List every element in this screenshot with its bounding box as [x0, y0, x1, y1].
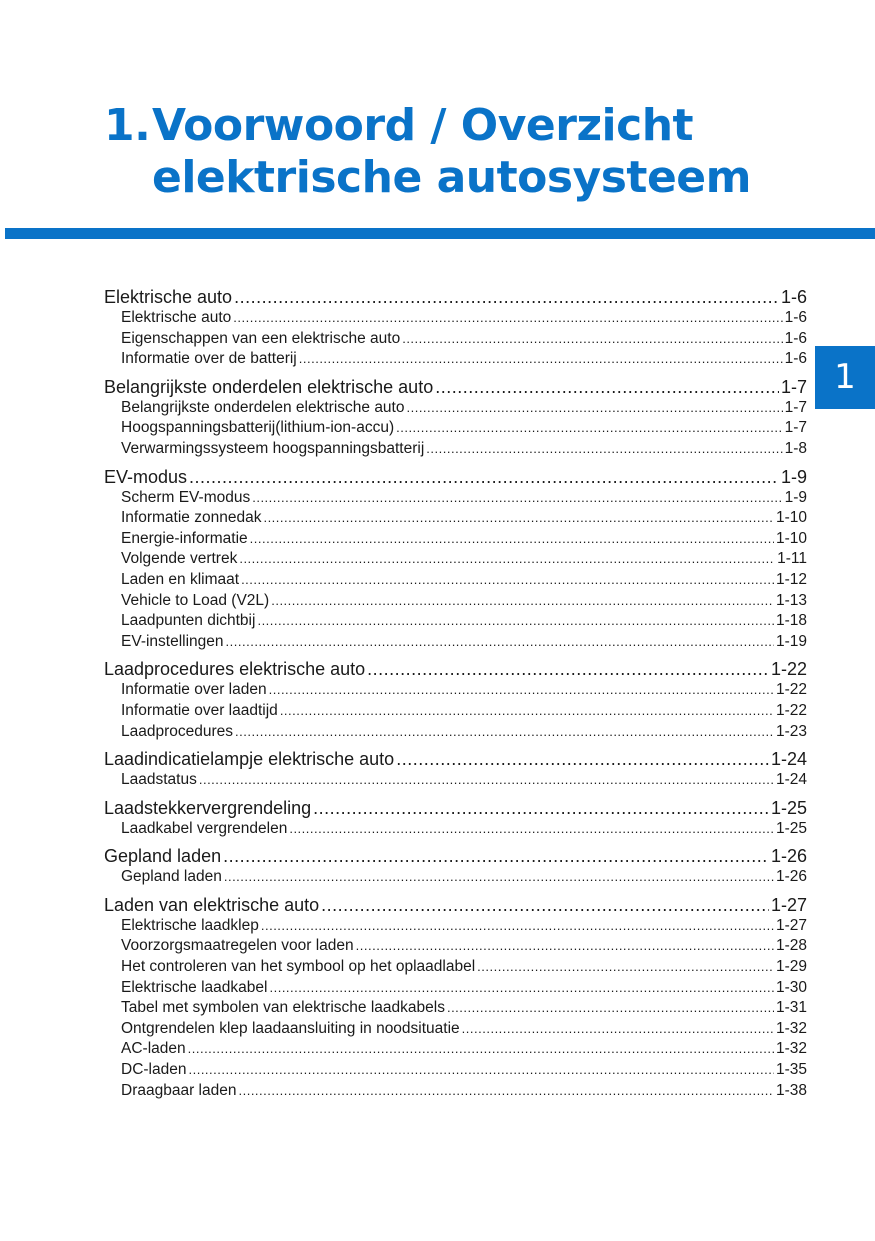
dot-leader [269, 680, 774, 701]
toc-subentry-page: 1-35 [775, 1061, 807, 1079]
toc-subentry[interactable] [104, 978, 807, 999]
toc-subentry-page: 1-6 [784, 309, 807, 326]
toc-entry[interactable] [104, 748, 807, 770]
toc-subentry-page: 1-10 [775, 509, 807, 527]
dot-leader [396, 418, 782, 439]
toc-subentry-title: Informatie over de batterij [121, 350, 297, 368]
dot-leader [367, 658, 769, 680]
dot-leader [402, 329, 782, 350]
toc-subentry-page: 1-32 [775, 1040, 807, 1058]
toc-subentry-title: EV-instellingen [121, 632, 224, 650]
dot-leader [426, 439, 782, 460]
toc-subentry-title: Laadprocedures [121, 722, 234, 740]
dot-leader [250, 529, 774, 550]
dot-leader [188, 1060, 773, 1081]
toc-section [104, 797, 807, 840]
toc-subentry-page: 1-31 [775, 999, 807, 1017]
dot-leader [224, 867, 774, 888]
dot-leader [462, 1019, 774, 1040]
toc-subentry-title: Volgende vertrek [121, 550, 238, 568]
dot-leader [321, 894, 769, 916]
toc-subentry[interactable] [104, 722, 807, 743]
toc-subentry-page: 1-25 [775, 819, 807, 837]
toc-entry-title: Gepland laden [104, 846, 222, 867]
toc-subentry-title: Elektrische auto [121, 309, 232, 326]
toc-subentry-page: 1-7 [784, 419, 807, 437]
dot-leader [199, 770, 774, 791]
toc-subentry-page: 1-26 [775, 868, 807, 886]
toc-subentry-page: 1-18 [775, 612, 807, 630]
toc-entry[interactable] [104, 286, 807, 308]
dot-leader [239, 549, 775, 570]
toc-subentry[interactable] [104, 418, 807, 439]
dot-leader [257, 611, 774, 632]
dot-leader [477, 957, 774, 978]
toc-subentry-title: Laadkabel vergrendelen [121, 819, 288, 837]
toc-subentry[interactable] [104, 611, 807, 632]
toc-subentry-page: 1-22 [775, 681, 807, 699]
title-divider [5, 228, 875, 239]
toc-subentry-page: 1-38 [775, 1081, 807, 1099]
toc-section [104, 466, 807, 653]
toc-subentry-page: 1-24 [775, 771, 807, 789]
toc-entry-page: 1-27 [770, 894, 807, 915]
toc-subentry-title: Laden en klimaat [121, 570, 240, 588]
toc-subentry[interactable] [104, 1060, 807, 1081]
toc-subentry[interactable] [104, 936, 807, 957]
toc-subentry[interactable] [104, 680, 807, 701]
toc-entry-page: 1-26 [770, 846, 807, 867]
toc-entry-page: 1-6 [780, 287, 807, 307]
dot-leader [188, 1039, 774, 1060]
dot-leader [234, 286, 779, 308]
toc-subentry-title: DC-laden [121, 1061, 187, 1079]
toc-subentry-title: Gepland laden [121, 868, 222, 886]
toc-entry-title: Belangrijkste onderdelen elektrische auto [104, 376, 434, 397]
toc-entry[interactable] [104, 894, 807, 916]
toc-section [104, 376, 807, 460]
toc-subentry[interactable] [104, 867, 807, 888]
toc-subentry[interactable] [104, 508, 807, 529]
toc-subentry[interactable] [104, 570, 807, 591]
toc-subentry-title: Ontgrendelen klep laadaansluiting in noodsituatie [121, 1019, 460, 1037]
chapter-title-text-2: elektrische autosysteem [152, 152, 751, 203]
chapter-tab[interactable]: 1 [815, 346, 875, 409]
dot-leader [263, 508, 774, 529]
toc-subentry-title: Laadpunten dichtbij [121, 612, 256, 630]
dot-leader [233, 308, 782, 329]
toc-subentry[interactable] [104, 529, 807, 550]
toc-entry-title: EV-modus [104, 466, 188, 487]
toc-section [104, 894, 807, 1101]
toc-subentry[interactable] [104, 770, 807, 791]
dot-leader [435, 376, 779, 398]
toc-subentry-title: Het controleren van het symbool op het oplaadlabel [121, 958, 476, 976]
toc-subentry[interactable] [104, 957, 807, 978]
toc-entry-title: Laadstekkervergrendeling [104, 797, 312, 818]
toc-entry-page: 1-7 [780, 376, 807, 397]
dot-leader [226, 632, 774, 653]
toc-subentry-title: Informatie over laadtijd [121, 701, 278, 719]
toc-subentry-page: 1-11 [777, 550, 807, 568]
toc-subentry[interactable] [104, 916, 807, 937]
dot-leader [396, 748, 769, 770]
toc-entry-title: Laadindicatielampje elektrische auto [104, 749, 395, 770]
toc-section [104, 845, 807, 888]
dot-leader [299, 349, 783, 370]
chapter-title [104, 100, 751, 204]
toc-subentry-title: Scherm EV-modus [121, 488, 251, 506]
dot-leader [271, 591, 774, 612]
toc-subentry[interactable] [104, 398, 807, 419]
dot-leader [280, 701, 774, 722]
dot-leader [269, 978, 773, 999]
toc-subentry[interactable] [104, 308, 807, 329]
dot-leader [189, 466, 779, 488]
toc-subentry-page: 1-9 [784, 488, 807, 506]
toc-subentry-title: Tabel met symbolen van elektrische laadkabels [121, 999, 445, 1017]
toc-subentry-title: Draagbaar laden [121, 1081, 237, 1099]
toc-subentry-title: Belangrijkste onderdelen elektrische auto [121, 398, 405, 416]
dot-leader [289, 819, 774, 840]
toc-subentry-page: 1-6 [784, 350, 807, 368]
toc-section [104, 286, 807, 370]
dot-leader [447, 998, 774, 1019]
toc-subentry[interactable] [104, 632, 807, 653]
toc-subentry-page: 1-19 [775, 632, 807, 650]
toc-entry-title: Laden van elektrische auto [104, 894, 320, 915]
chapter-title-line-1 [104, 100, 751, 152]
toc-entry[interactable] [104, 376, 807, 398]
toc-entry-page: 1-25 [770, 797, 807, 818]
dot-leader [252, 488, 782, 509]
toc-entry[interactable] [104, 845, 807, 867]
toc-subentry-page: 1-30 [775, 978, 807, 996]
toc-subentry-page: 1-32 [775, 1019, 807, 1037]
toc-subentry[interactable] [104, 1081, 807, 1102]
dot-leader [406, 398, 782, 419]
toc-entry-title: Laadprocedures elektrische auto [104, 659, 366, 680]
toc-subentry-title: Eigenschappen van een elektrische auto [121, 329, 401, 347]
dot-leader [313, 797, 769, 819]
toc-subentry[interactable] [104, 701, 807, 722]
toc-subentry-page: 1-7 [784, 398, 807, 416]
toc-entry-page: 1-22 [770, 659, 807, 680]
dot-leader [235, 722, 774, 743]
toc-subentry[interactable] [104, 998, 807, 1019]
dot-leader [223, 845, 769, 867]
toc-subentry-title: Vehicle to Load (V2L) [121, 591, 270, 609]
table-of-contents [104, 286, 807, 1107]
toc-entry-page: 1-9 [780, 466, 807, 487]
toc-subentry[interactable] [104, 488, 807, 509]
toc-subentry-title: Hoogspanningsbatterij(lithium-ion-accu) [121, 419, 395, 437]
toc-subentry-title: AC-laden [121, 1040, 186, 1058]
toc-subentry[interactable] [104, 349, 807, 370]
chapter-title-line-2 [104, 152, 751, 204]
toc-entry-title: Elektrische auto [104, 287, 233, 307]
toc-section [104, 658, 807, 742]
toc-subentry-title: Elektrische laadklep [121, 916, 259, 934]
toc-subentry-page: 1-10 [775, 529, 807, 547]
toc-subentry-page: 1-13 [775, 591, 807, 609]
toc-subentry[interactable] [104, 549, 807, 570]
toc-subentry-title: Voorzorgsmaatregelen voor laden [121, 937, 354, 955]
dot-leader [241, 570, 774, 591]
toc-subentry-title: Informatie over laden [121, 681, 267, 699]
toc-subentry-title: Informatie zonnedak [121, 509, 262, 527]
toc-subentry[interactable] [104, 439, 807, 460]
toc-subentry[interactable] [104, 819, 807, 840]
toc-subentry-page: 1-6 [784, 329, 807, 347]
toc-subentry-page: 1-12 [775, 570, 807, 588]
toc-subentry-page: 1-22 [775, 701, 807, 719]
toc-subentry[interactable] [104, 1019, 807, 1040]
toc-subentry-page: 1-29 [775, 958, 807, 976]
dot-leader [261, 916, 774, 937]
toc-entry[interactable] [104, 466, 807, 488]
chapter-title-text-1: Voorwoord / Overzicht [152, 100, 694, 151]
dot-leader [238, 1081, 773, 1102]
toc-entry[interactable] [104, 797, 807, 819]
toc-entry-page: 1-24 [770, 749, 807, 770]
toc-subentry-title: Verwarmingssysteem hoogspanningsbatterij [121, 439, 425, 457]
dot-leader [356, 936, 774, 957]
toc-subentry[interactable] [104, 329, 807, 350]
toc-subentry-title: Energie-informatie [121, 529, 248, 547]
chapter-number: 1. [104, 100, 151, 151]
toc-subentry-title: Laadstatus [121, 771, 197, 789]
toc-subentry-title: Elektrische laadkabel [121, 978, 268, 996]
toc-subentry[interactable] [104, 591, 807, 612]
toc-subentry[interactable] [104, 1039, 807, 1060]
toc-subentry-page: 1-23 [775, 722, 807, 740]
toc-subentry-page: 1-28 [775, 937, 807, 955]
toc-entry[interactable] [104, 658, 807, 680]
toc-section [104, 748, 807, 791]
toc-subentry-page: 1-8 [784, 439, 807, 457]
toc-subentry-page: 1-27 [775, 916, 807, 934]
